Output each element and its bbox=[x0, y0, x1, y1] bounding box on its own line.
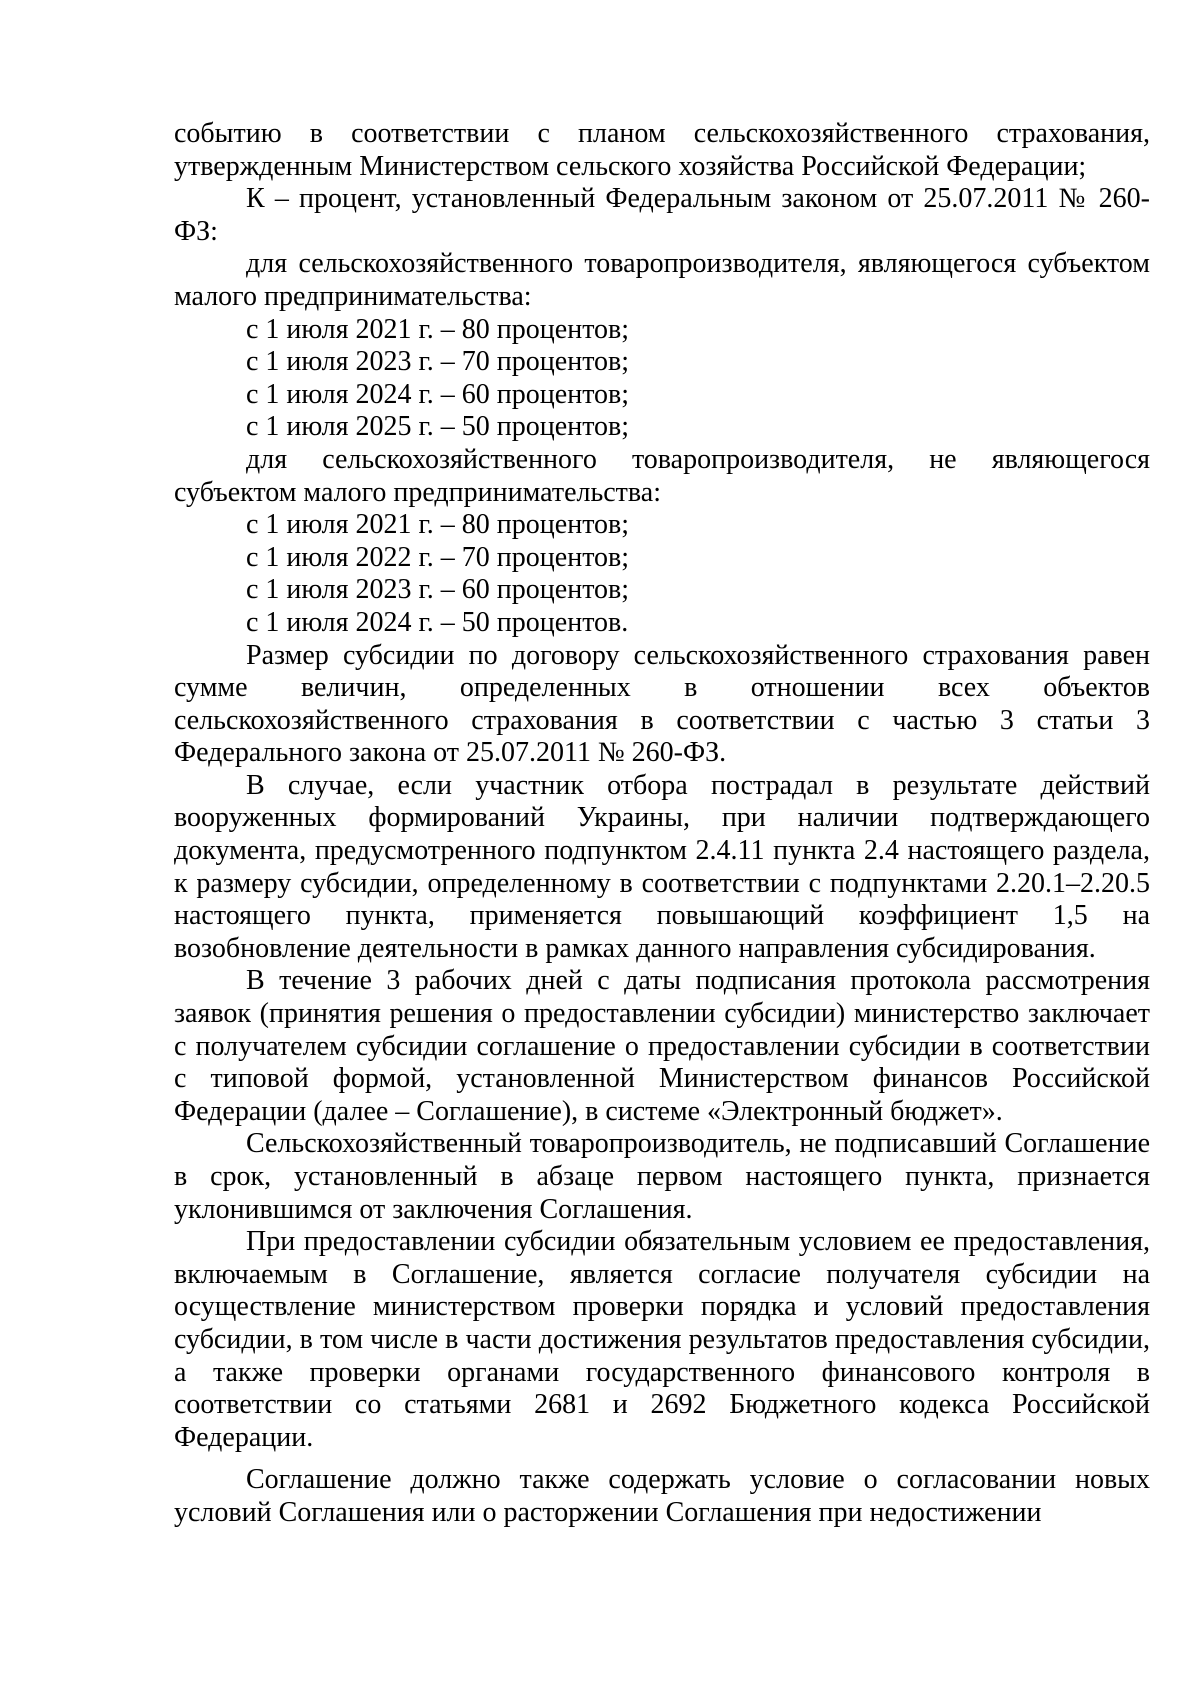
list-item: с 1 июля 2023 г. – 70 процентов; bbox=[246, 346, 630, 378]
list-item: с 1 июля 2025 г. – 50 процентов; bbox=[246, 411, 630, 443]
list-item: с 1 июля 2021 г. – 80 процентов; bbox=[246, 313, 630, 345]
list-item: с 1 июля 2023 г. – 60 процентов; bbox=[246, 574, 630, 606]
paragraph: К – процент, установленный Федеральным законом от 25.07.2011 № 260-ФЗ: bbox=[174, 183, 1150, 247]
document-page bbox=[174, 118, 1150, 1530]
paragraph: При предоставлении субсидии обязательным условием ее предоставления, включаемым в Соглашение, является согласие получателя субсидии на осуществление министерством проверки порядка и условий предоставления субсидии, в том числе в части достижения результатов предоставления субсидии, а также проверки органами государственного финансового контроля в соответствии со статьями 2681 и 2692 Бюджетного кодекса Российской Федерации. bbox=[174, 1226, 1150, 1453]
paragraph: событию в соответствии с планом сельскохозяйственного страхования, утвержденным Министерством сельского хозяйства Российской Федерации; bbox=[174, 118, 1150, 182]
paragraph: Размер субсидии по договору сельскохозяйственного страхования равен сумме величин, определенных в отношении всех объектов сельскохозяйственного страхования в соответствии с частью 3 статьи 3 Федерального закона от 25.07.2011 № 260-ФЗ. bbox=[174, 639, 1150, 769]
paragraph: Сельскохозяйственный товаропроизводитель, не подписавший Соглашение в срок, установленный в абзаце первом настоящего пункта, признается уклонившимся от заключения Соглашения. bbox=[174, 1128, 1150, 1225]
paragraph: для сельскохозяйственного товаропроизводителя, не являющегося субъектом малого предпринимательства: bbox=[174, 443, 1150, 508]
list-item: с 1 июля 2021 г. – 80 процентов; bbox=[246, 509, 630, 541]
paragraph: Соглашение должно также содержать условие о согласовании новых условий Соглашения или о расторжении Соглашения при недостижении bbox=[174, 1464, 1150, 1528]
list-item: с 1 июля 2024 г. – 50 процентов. bbox=[246, 606, 629, 638]
list-item: с 1 июля 2024 г. – 60 процентов; bbox=[246, 378, 630, 410]
paragraph: В течение 3 рабочих дней с даты подписания протокола рассмотрения заявок (принятия решения о предоставлении субсидии) министерство заключает с получателем субсидии соглашение о предоставлении субсидии в соответствии с типовой формой, установленной Министерством финансов Российской Федерации (далее – Соглашение), в системе «Электронный бюджет». bbox=[174, 965, 1150, 1127]
list-item: с 1 июля 2022 г. – 70 процентов; bbox=[246, 541, 630, 573]
paragraph: В случае, если участник отбора пострадал в результате действий вооруженных формирований Украины, при наличии подтверждающего документа, предусмотренного подпунктом 2.4.11 пункта 2.4 настоящего раздела, к размеру субсидии, определенному в соответствии с подпунктами 2.20.1–2.20.5 настоящего пункта, применяется повышающий коэффициент 1,5 на возобновление деятельности в рамках данного направления субсидирования. bbox=[174, 769, 1150, 964]
paragraph: для сельскохозяйственного товаропроизводителя, являющегося субъектом малого предпринимательства: bbox=[174, 248, 1150, 312]
